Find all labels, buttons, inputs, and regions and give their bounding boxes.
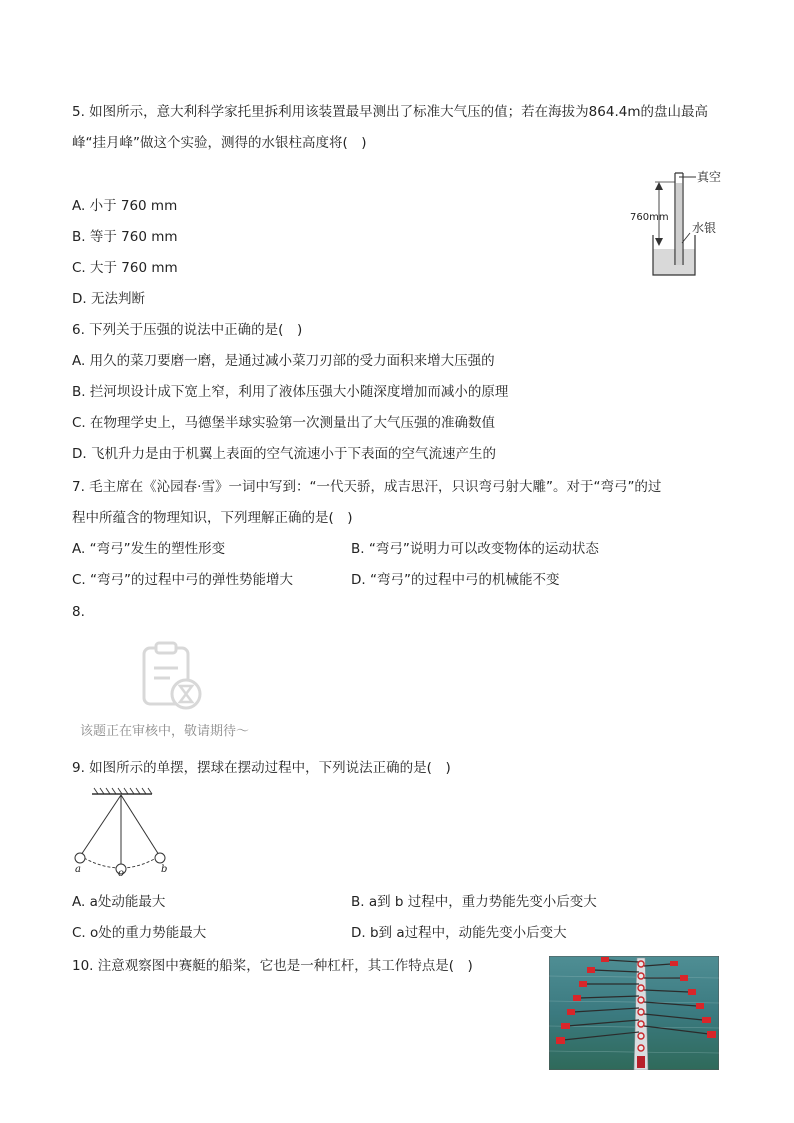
q8-number: 8. bbox=[72, 604, 85, 620]
q6-option-b: B. 拦河坝设计成下宽上窄，利用了液体压强大小随深度增加而减小的原理 bbox=[72, 384, 509, 400]
q7-stem-line2: 程中所蕴含的物理知识，下列理解正确的是( ) bbox=[72, 510, 353, 526]
ball-a bbox=[75, 853, 85, 863]
mercury-label: 水银 bbox=[692, 221, 717, 235]
clipboard-hourglass-icon bbox=[138, 640, 208, 714]
q5-option-d: D. 无法判断 bbox=[72, 291, 145, 307]
q7-option-c: C. “弯弓”的过程中弓的弹性势能增大 bbox=[72, 572, 293, 588]
q9-option-d: D. b到 a过程中，动能先变小后变大 bbox=[351, 925, 567, 941]
torricelli-figure bbox=[620, 165, 730, 280]
ball-b bbox=[155, 853, 165, 863]
q7-stem-line1: 7. 毛主席在《沁园春·雪》一词中写到：“一代天骄，成吉思汗，只识弯弓射大雕”。对于“弯弓”的过 bbox=[72, 479, 662, 495]
mercury-basin-fill bbox=[653, 249, 695, 275]
q7-option-a: A. “弯弓”发生的塑性形变 bbox=[72, 541, 226, 557]
vacuum-label: 真空 bbox=[697, 170, 722, 184]
rowing-boat-photo bbox=[549, 956, 719, 1070]
pendulum-figure bbox=[70, 786, 170, 876]
q7-option-d: D. “弯弓”的过程中弓的机械能不变 bbox=[351, 572, 560, 588]
q5-option-a: A. 小于 760 mm bbox=[72, 198, 178, 214]
mercury-column bbox=[676, 183, 683, 265]
label-o: o bbox=[118, 868, 125, 876]
q5-option-b: B. 等于 760 mm bbox=[72, 229, 178, 245]
q5-option-c: C. 大于 760 mm bbox=[72, 260, 178, 276]
height-label: 760mm bbox=[630, 212, 669, 223]
q6-option-c: C. 在物理学史上，马德堡半球实验第一次测量出了大气压强的准确数值 bbox=[72, 415, 496, 431]
pending-review-text: 该题正在审核中，敬请期待～ bbox=[80, 724, 250, 739]
q9-option-c: C. o处的重力势能最大 bbox=[72, 925, 207, 941]
q6-stem: 6. 下列关于压强的说法中正确的是( ) bbox=[72, 322, 303, 338]
q6-option-d: D. 飞机升力是由于机翼上表面的空气流速小于下表面的空气流速产生的 bbox=[72, 446, 496, 462]
q6-option-a: A. 用久的菜刀要磨一磨，是通过减小菜刀刃部的受力面积来增大压强的 bbox=[72, 353, 495, 369]
q5-stem-line2: 峰“挂月峰”做这个实验，测得的水银柱高度将( ) bbox=[72, 135, 367, 151]
q10-stem: 10. 注意观察图中赛艇的船桨，它也是一种杠杆，其工作特点是( ) bbox=[72, 958, 473, 974]
q5-stem-line1: 5. 如图所示，意大利科学家托里拆利用该装置最早测出了标准大气压的值；若在海拔为864.4m的盘山最高 bbox=[72, 104, 708, 120]
label-b: b bbox=[161, 864, 168, 875]
q9-option-a: A. a处动能最大 bbox=[72, 894, 166, 910]
q9-option-b: B. a到 b 过程中，重力势能先变小后变大 bbox=[351, 894, 597, 910]
q9-stem: 9. 如图所示的单摆，摆球在摆动过程中，下列说法正确的是( ) bbox=[72, 760, 451, 776]
q7-option-b: B. “弯弓”说明力可以改变物体的运动状态 bbox=[351, 541, 599, 557]
label-a: a bbox=[75, 864, 81, 875]
